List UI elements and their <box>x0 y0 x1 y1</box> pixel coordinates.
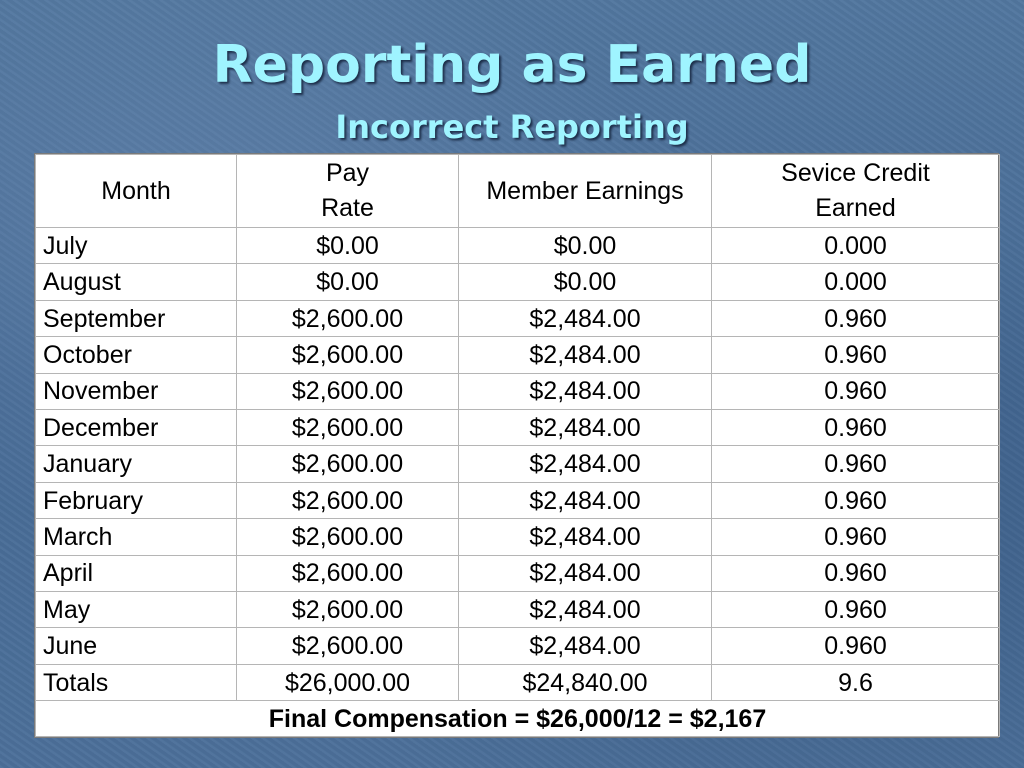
header-pay-rate-line1: Pay <box>325 159 370 187</box>
header-month-label: Month <box>101 176 171 205</box>
table-cell-pay-rate: $2,600.00 <box>237 592 459 628</box>
table-row <box>36 300 1000 336</box>
table-cell-month: March <box>36 519 237 555</box>
table-cell-service-credit: 0.000 <box>712 228 1000 264</box>
table-cell-member-earnings: $2,484.00 <box>459 373 712 409</box>
table-cell-member-earnings: $2,484.00 <box>459 337 712 373</box>
table-cell-pay-rate: $2,600.00 <box>237 337 459 373</box>
table-cell-pay-rate: $2,600.00 <box>237 555 459 591</box>
table-body <box>36 228 1000 665</box>
table-cell-month: August <box>36 264 237 300</box>
table-cell-pay-rate: $2,600.00 <box>237 446 459 482</box>
header-service-credit <box>712 155 1000 228</box>
earnings-table-container <box>34 153 999 738</box>
table-cell-member-earnings: $2,484.00 <box>459 628 712 665</box>
header-pay-rate-line2: Rate <box>321 194 374 222</box>
table-row <box>36 592 1000 628</box>
totals-label: Totals <box>36 665 237 701</box>
table-cell-member-earnings: $0.00 <box>459 228 712 264</box>
table-row <box>36 482 1000 518</box>
earnings-table <box>35 154 1000 737</box>
totals-member-earnings: $24,840.00 <box>459 665 712 701</box>
table-cell-service-credit: 0.960 <box>712 337 1000 373</box>
table-cell-pay-rate: $2,600.00 <box>237 628 459 665</box>
table-cell-service-credit: 0.960 <box>712 555 1000 591</box>
table-row <box>36 373 1000 409</box>
table-cell-month: September <box>36 300 237 336</box>
table-cell-service-credit: 0.000 <box>712 264 1000 300</box>
table-row <box>36 264 1000 300</box>
table-cell-month: December <box>36 410 237 446</box>
table-cell-service-credit: 0.960 <box>712 519 1000 555</box>
table-cell-pay-rate: $2,600.00 <box>237 519 459 555</box>
header-service-credit-line2: Earned <box>815 194 896 222</box>
slide-subtitle: Incorrect Reporting <box>335 108 689 146</box>
table-row <box>36 410 1000 446</box>
table-cell-member-earnings: $2,484.00 <box>459 446 712 482</box>
table-cell-pay-rate: $2,600.00 <box>237 410 459 446</box>
totals-pay-rate: $26,000.00 <box>237 665 459 701</box>
table-cell-month: June <box>36 628 237 665</box>
table-row <box>36 628 1000 665</box>
table-cell-pay-rate: $2,600.00 <box>237 373 459 409</box>
table-row <box>36 446 1000 482</box>
table-cell-pay-rate: $0.00 <box>237 228 459 264</box>
footer-row <box>36 701 1000 737</box>
table-cell-month: February <box>36 482 237 518</box>
table-cell-member-earnings: $2,484.00 <box>459 519 712 555</box>
table-header-row <box>36 155 1000 228</box>
table-cell-member-earnings: $0.00 <box>459 264 712 300</box>
table-cell-service-credit: 0.960 <box>712 628 1000 665</box>
table-cell-member-earnings: $2,484.00 <box>459 482 712 518</box>
table-row <box>36 337 1000 373</box>
table-cell-month: April <box>36 555 237 591</box>
table-cell-pay-rate: $0.00 <box>237 264 459 300</box>
table-cell-member-earnings: $2,484.00 <box>459 410 712 446</box>
header-member-earnings <box>459 155 712 228</box>
header-pay-rate <box>237 155 459 228</box>
table-cell-month: November <box>36 373 237 409</box>
table-row <box>36 228 1000 264</box>
table-cell-service-credit: 0.960 <box>712 592 1000 628</box>
table-cell-service-credit: 0.960 <box>712 373 1000 409</box>
totals-service-credit: 9.6 <box>712 665 1000 701</box>
table-cell-member-earnings: $2,484.00 <box>459 300 712 336</box>
header-member-earnings-label: Member Earnings <box>486 176 684 205</box>
table-cell-service-credit: 0.960 <box>712 482 1000 518</box>
header-service-credit-line1: Sevice Credit <box>781 159 930 187</box>
final-compensation-note: Final Compensation = $26,000/12 = $2,167 <box>36 701 1000 737</box>
totals-row <box>36 665 1000 701</box>
table-cell-pay-rate: $2,600.00 <box>237 300 459 336</box>
table-cell-month: July <box>36 228 237 264</box>
table-cell-member-earnings: $2,484.00 <box>459 555 712 591</box>
table-cell-service-credit: 0.960 <box>712 410 1000 446</box>
table-row <box>36 519 1000 555</box>
table-cell-member-earnings: $2,484.00 <box>459 592 712 628</box>
table-cell-service-credit: 0.960 <box>712 300 1000 336</box>
slide-title: Reporting as Earned <box>212 35 812 95</box>
table-cell-service-credit: 0.960 <box>712 446 1000 482</box>
header-month <box>36 155 237 228</box>
table-cell-month: January <box>36 446 237 482</box>
table-cell-month: May <box>36 592 237 628</box>
table-cell-month: October <box>36 337 237 373</box>
table-row <box>36 555 1000 591</box>
table-cell-pay-rate: $2,600.00 <box>237 482 459 518</box>
